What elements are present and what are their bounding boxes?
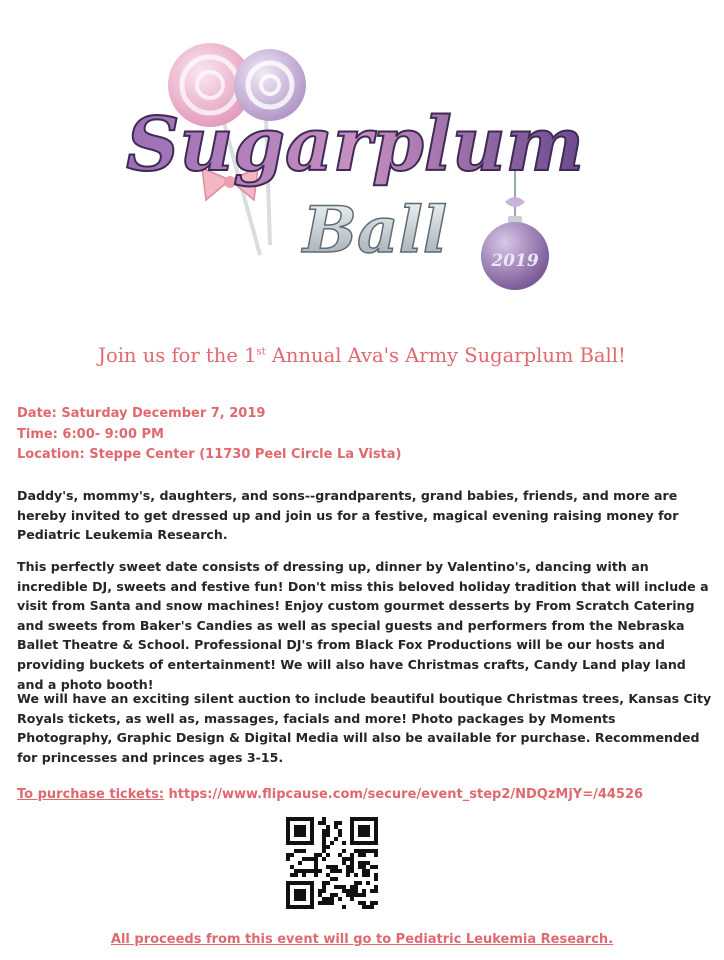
headline-ordinal: st xyxy=(256,346,266,358)
auction-paragraph: We will have an exciting silent auction to include beautiful boutique Christmas trees, Kansas City Royals tickets, as well as, massages, facials and more! Photo packages by Moments Photography, Graphic Design & Digital Media will also be available for purchase. Recommended for princesses and princes ages 3-15. xyxy=(17,691,712,765)
headline-before: Join us for the 1 xyxy=(98,344,257,367)
event-location: Location: Steppe Center (11730 Peel Circle La Vista) xyxy=(17,447,402,462)
logo-word-ball: Ball xyxy=(302,193,448,268)
qr-code-graphic xyxy=(286,817,378,909)
proceeds-note: All proceeds from this event will go to Pediatric Leukemia Research. xyxy=(110,932,614,947)
ticket-line xyxy=(17,787,643,802)
qr-code-icon[interactable] xyxy=(286,817,378,909)
event-time: Time: 6:00- 9:00 PM xyxy=(17,426,164,442)
intro-paragraph: Daddy's, mommy's, daughters, and sons--grandparents, grand babies, friends, and more are hereby invited to get dressed up and join us for a festive, magical evening raising money for Pediatric Leukemia Research. xyxy=(17,488,679,543)
sugarplum-ball-logo xyxy=(120,30,590,300)
logo-artwork xyxy=(120,30,590,300)
ticket-label: To purchase tickets: xyxy=(17,787,165,802)
headline xyxy=(0,344,724,367)
activities-paragraph: This perfectly sweet date consists of dressing up, dinner by Valentino's, dancing with an incredible DJ, sweets and festive fun! Don't miss this beloved holiday tradition that will include a visit from Santa and snow machines! Enjoy custom gourmet desserts by From Scratch Catering and sweets from Baker's Candies as well as special guests and performers from the Nebraska Ballet Theatre & School. Professional DJ's from Black Fox Productions will be our hosts and providing buckets of entertainment! We will also have Christmas crafts, Candy Land play land and a photo booth! xyxy=(17,559,709,692)
event-date: Date: Saturday December 7, 2019 xyxy=(17,406,266,421)
event-details xyxy=(17,404,402,466)
headline-after: Annual Ava's Army Sugarplum Ball! xyxy=(265,344,626,367)
logo-year: 2019 xyxy=(491,251,539,271)
ticket-url-link[interactable]: https://www.flipcause.com/secure/event_step2/NDQzMjY=/44526 xyxy=(164,787,644,802)
logo-word-sugarplum: Sugarplum xyxy=(126,102,584,188)
